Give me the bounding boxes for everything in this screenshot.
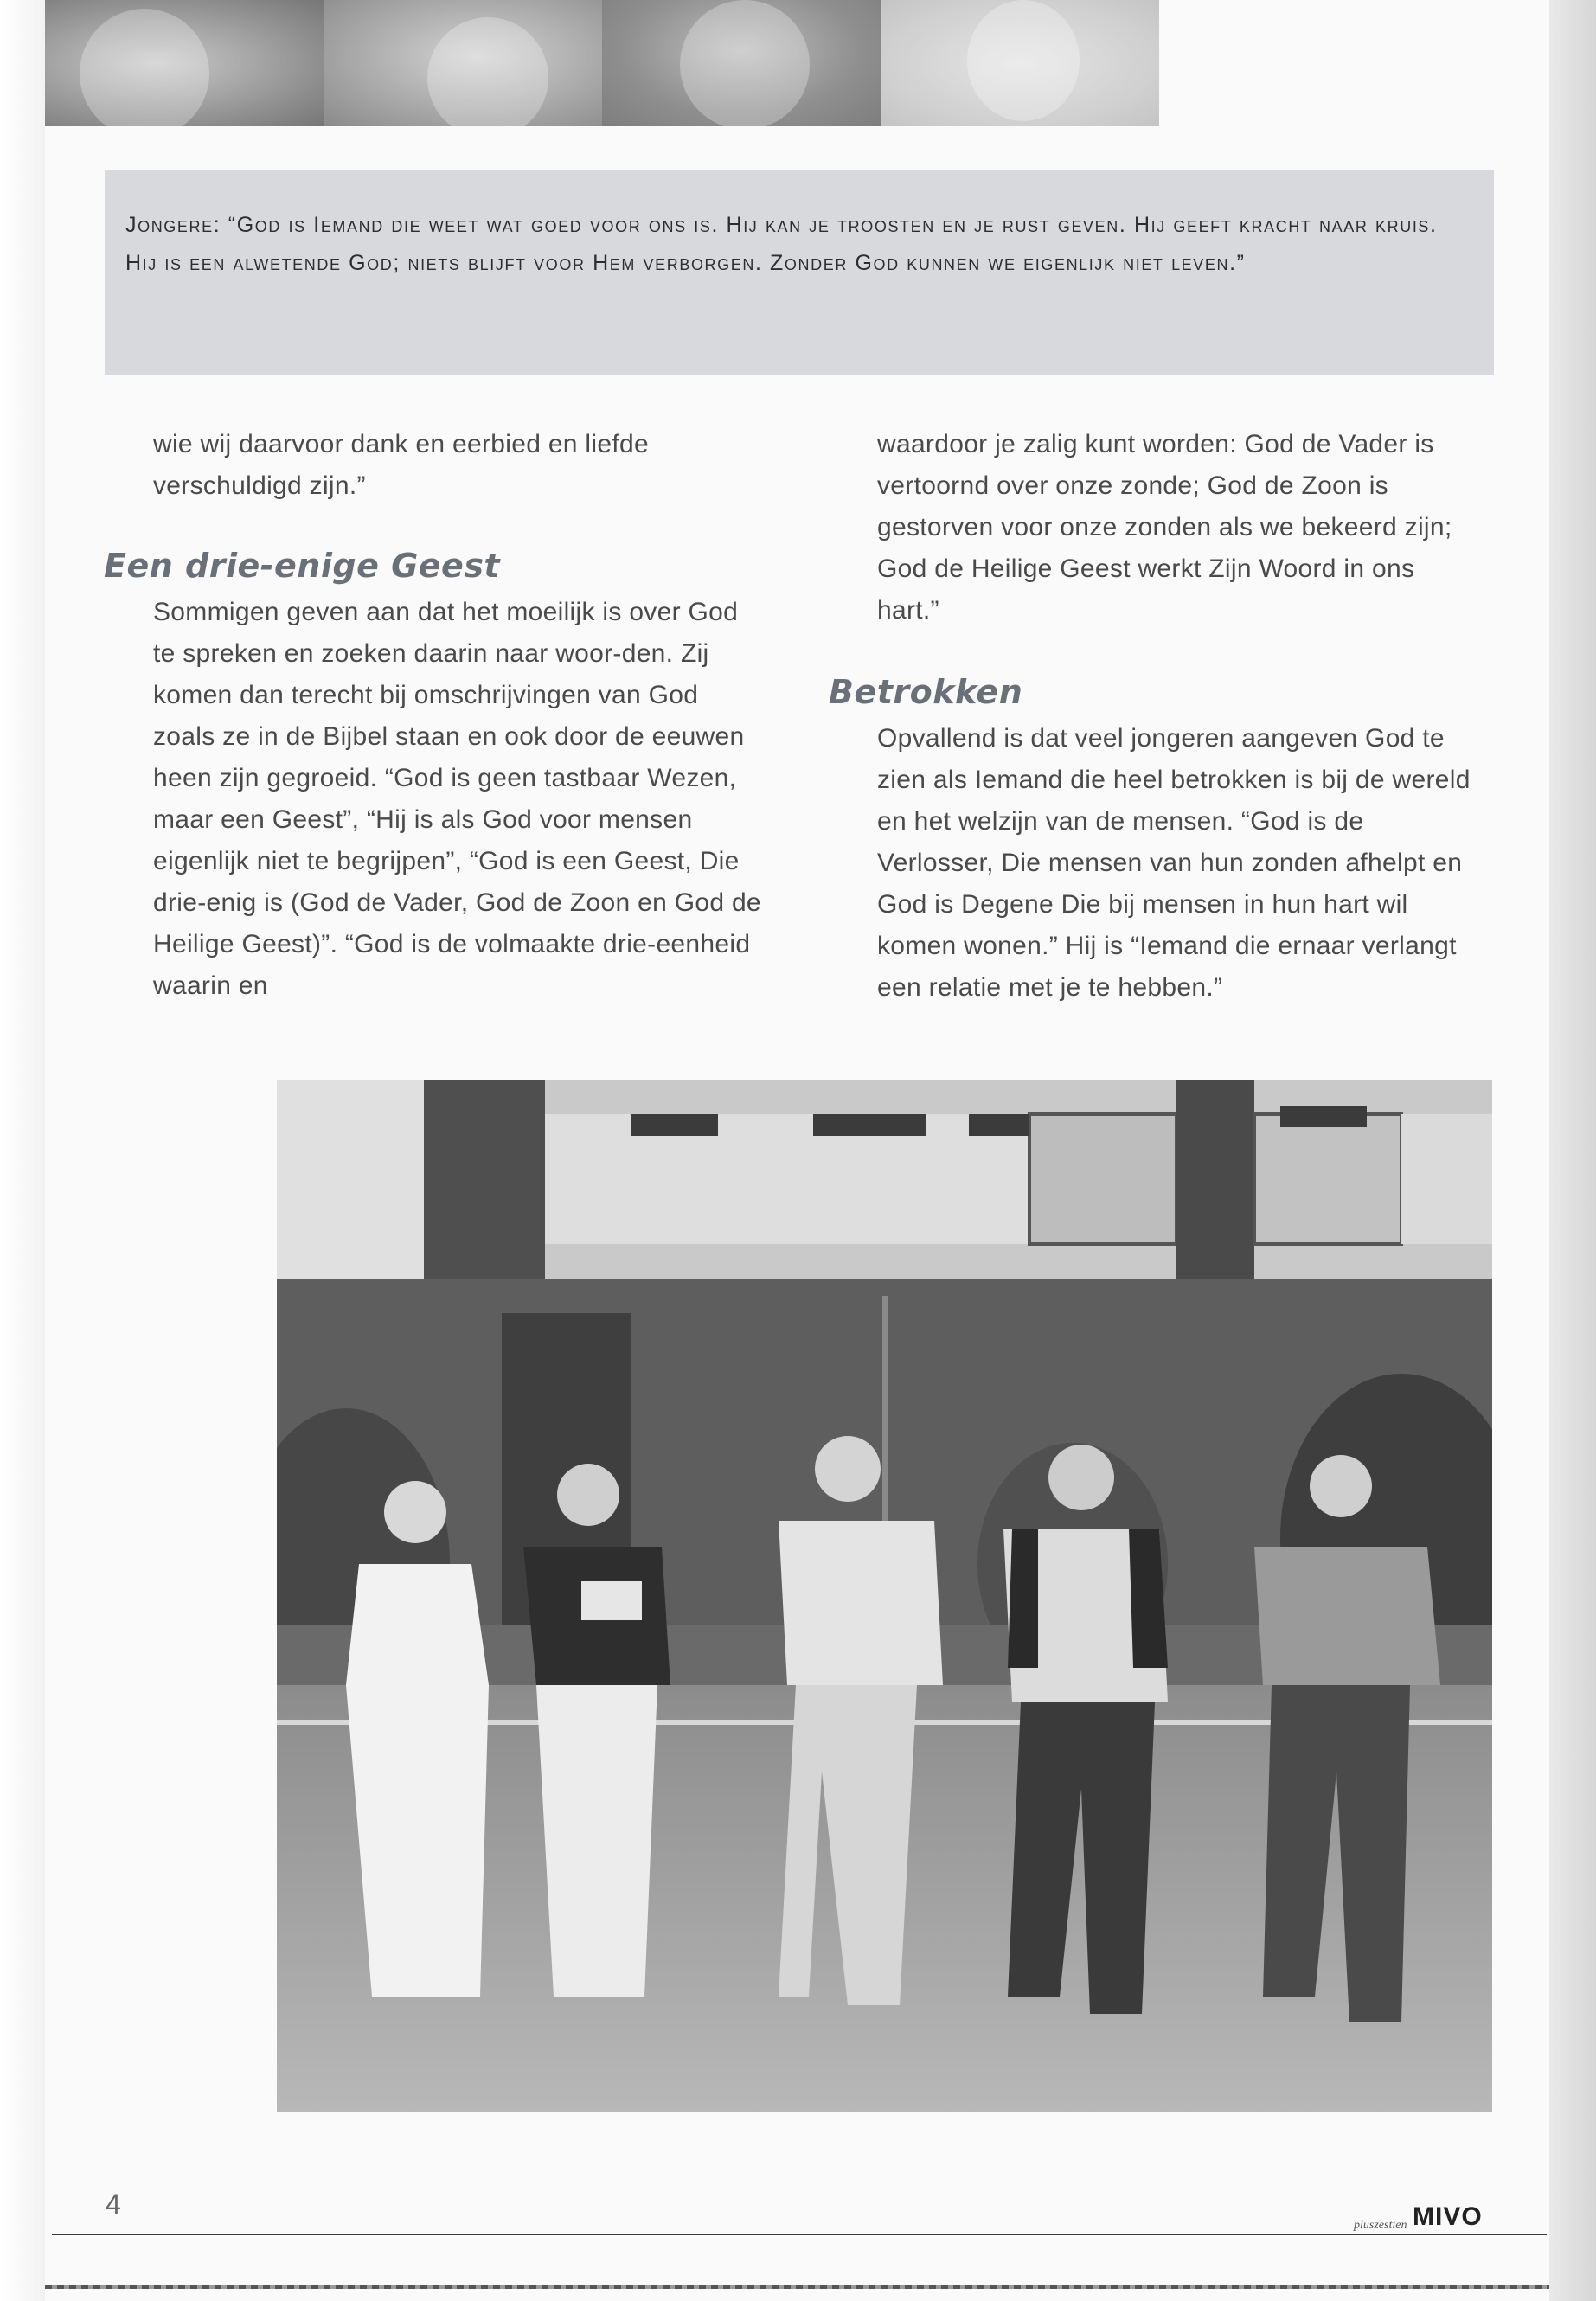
header-photo-strip bbox=[45, 0, 1159, 126]
header-photo-3 bbox=[602, 0, 881, 126]
left-column bbox=[153, 424, 785, 507]
left-body bbox=[153, 592, 767, 1007]
brand-subtitle: pluszestien bbox=[1354, 2219, 1407, 2232]
binding-edge-left bbox=[0, 0, 45, 2301]
group-photo-illustration bbox=[277, 1080, 1492, 2112]
binding-edge-right bbox=[1549, 0, 1596, 2301]
heading-drie-enige-geest: Een drie-enige Geest bbox=[104, 547, 501, 585]
header-photo-1 bbox=[45, 0, 324, 126]
footer-rule bbox=[52, 2234, 1547, 2235]
right-intro-paragraph: waardoor je zalig kunt worden: God de Vader is vertoornd over onze zonde; God de Zoon is gestorven voor onze zonden als we bekeerd zijn; God de Heilige Geest werkt Zijn Woord in ons hart.” bbox=[877, 430, 1452, 625]
heading-betrokken: Betrokken bbox=[829, 673, 1023, 711]
left-intro-paragraph: wie wij daarvoor dank en eerbied en liefde verschuldigd zijn.” bbox=[153, 430, 649, 500]
page-number: 4 bbox=[106, 2189, 121, 2220]
brand-logo: MIVO bbox=[1413, 2202, 1483, 2231]
right-body bbox=[877, 718, 1483, 1009]
header-photo-2 bbox=[324, 0, 602, 126]
group-photo bbox=[277, 1080, 1492, 2112]
right-body-paragraph: Opvallend is dat veel jongeren aangeven God te zien als Iemand die heel betrokken is bij de wereld en het welzijn van de mensen. “God is de Verlosser, Die mensen van hun zonden afhelpt en God is Degene Die bij mensen in hun hart wil komen wonen.” Hij is “Iemand die ernaar verlangt een relatie met je te hebben.” bbox=[877, 724, 1471, 1002]
quote-text: Jongere: “God is Iemand die weet wat goed voor ons is. Hij kan je troosten en je rust geven. Hij geeft kracht naar kruis. Hij is een alwetende God; niets blijft voor Hem verborgen. Zonder God kunnen we eigenlijk niet leven.” bbox=[125, 213, 1438, 275]
bottom-edge bbox=[45, 2285, 1549, 2289]
quote-banner bbox=[105, 170, 1494, 375]
header-photo-4 bbox=[881, 0, 1159, 126]
right-column bbox=[877, 424, 1483, 631]
left-body-paragraph: Sommigen geven aan dat het moeilijk is over God te spreken en zoeken daarin naar woor-den. Zij komen dan terecht bij omschrijvingen van God zoals ze in de Bijbel staan en ook door de eeuwen heen zijn gegroeid. “God is geen tastbaar Wezen, maar een Geest”, “Hij is als God voor mensen eigenlijk niet te begrijpen”, “God is een Geest, Die drie-enig is (God de Vader, God de Zoon en God de Heilige Geest)”. “God is de volmaakte drie-eenheid waarin en bbox=[153, 598, 761, 1000]
